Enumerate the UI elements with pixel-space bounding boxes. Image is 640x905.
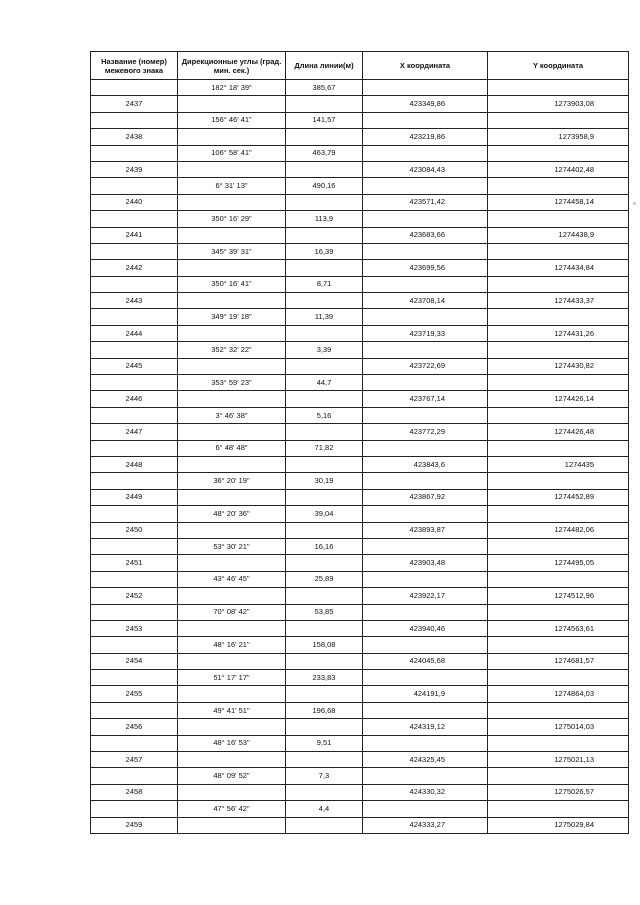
- x-coordinate-cell: 424319,12: [363, 719, 488, 735]
- x-coordinate-cell: [363, 309, 488, 325]
- direction-angle-cell: 48° 09' 52": [178, 768, 286, 784]
- mark-name-cell: [91, 768, 178, 784]
- mark-name-cell: 2455: [91, 686, 178, 702]
- x-coordinate-cell: [363, 178, 488, 194]
- line-length-cell: 385,67: [286, 80, 363, 96]
- y-coordinate-cell: [488, 375, 629, 391]
- direction-angle-cell: [178, 522, 286, 538]
- line-length-cell: [286, 293, 363, 309]
- y-coordinate-cell: [488, 506, 629, 522]
- mark-name-cell: [91, 145, 178, 161]
- direction-angle-cell: 48° 16' 21": [178, 637, 286, 653]
- mark-name-cell: [91, 309, 178, 325]
- line-length-cell: [286, 227, 363, 243]
- mark-name-cell: 2445: [91, 358, 178, 374]
- mark-name-cell: 2439: [91, 161, 178, 177]
- line-length-cell: [286, 391, 363, 407]
- mark-name-cell: 2451: [91, 555, 178, 571]
- line-length-cell: 113,9: [286, 211, 363, 227]
- direction-angle-cell: [178, 293, 286, 309]
- direction-angle-cell: [178, 194, 286, 210]
- direction-angle-cell: [178, 555, 286, 571]
- mark-name-cell: 2452: [91, 588, 178, 604]
- y-coordinate-cell: 1275014,03: [488, 719, 629, 735]
- table-row: [91, 96, 629, 112]
- table-row: [91, 211, 629, 227]
- direction-angle-cell: 70° 08' 42": [178, 604, 286, 620]
- x-coordinate-cell: 424191,9: [363, 686, 488, 702]
- table-row: [91, 293, 629, 309]
- direction-angle-cell: [178, 424, 286, 440]
- direction-angle-cell: 345° 39' 31": [178, 243, 286, 259]
- line-length-cell: 141,57: [286, 112, 363, 128]
- direction-angle-cell: [178, 686, 286, 702]
- line-length-cell: 53,85: [286, 604, 363, 620]
- y-coordinate-cell: [488, 112, 629, 128]
- y-coordinate-cell: [488, 768, 629, 784]
- x-coordinate-cell: [363, 145, 488, 161]
- mark-name-cell: [91, 407, 178, 423]
- y-coordinate-cell: 1274426,48: [488, 424, 629, 440]
- direction-angle-cell: 36° 20' 19": [178, 473, 286, 489]
- direction-angle-cell: [178, 325, 286, 341]
- direction-angle-cell: [178, 456, 286, 472]
- line-length-cell: 16,16: [286, 538, 363, 554]
- y-coordinate-cell: [488, 571, 629, 587]
- direction-angle-cell: [178, 161, 286, 177]
- line-length-cell: [286, 161, 363, 177]
- line-length-cell: [286, 424, 363, 440]
- mark-name-cell: [91, 670, 178, 686]
- line-length-cell: 25,89: [286, 571, 363, 587]
- x-coordinate-cell: 423722,69: [363, 358, 488, 374]
- line-length-cell: [286, 719, 363, 735]
- direction-angle-cell: [178, 358, 286, 374]
- line-length-cell: [286, 555, 363, 571]
- mark-name-cell: [91, 211, 178, 227]
- table-row: [91, 522, 629, 538]
- direction-angle-cell: 3° 46' 38": [178, 407, 286, 423]
- mark-name-cell: 2454: [91, 653, 178, 669]
- mark-name-cell: [91, 702, 178, 718]
- line-length-cell: [286, 522, 363, 538]
- x-coordinate-cell: 423940,46: [363, 620, 488, 636]
- mark-name-cell: [91, 375, 178, 391]
- direction-angle-cell: 51° 17' 17": [178, 670, 286, 686]
- x-coordinate-cell: [363, 112, 488, 128]
- mark-name-cell: [91, 801, 178, 817]
- y-coordinate-cell: [488, 178, 629, 194]
- y-coordinate-cell: 1274426,14: [488, 391, 629, 407]
- table-row: [91, 555, 629, 571]
- y-coordinate-cell: 1275026,57: [488, 784, 629, 800]
- x-coordinate-cell: [363, 342, 488, 358]
- line-length-cell: 39,04: [286, 506, 363, 522]
- direction-angle-cell: 353° 59' 23": [178, 375, 286, 391]
- mark-name-cell: [91, 473, 178, 489]
- x-coordinate-cell: [363, 670, 488, 686]
- direction-angle-cell: 49° 41' 51": [178, 702, 286, 718]
- x-coordinate-cell: 424045,68: [363, 653, 488, 669]
- line-length-cell: [286, 260, 363, 276]
- mark-name-cell: 2448: [91, 456, 178, 472]
- x-coordinate-cell: [363, 702, 488, 718]
- mark-name-cell: 2438: [91, 129, 178, 145]
- table-row: [91, 702, 629, 718]
- table-row: [91, 456, 629, 472]
- x-coordinate-cell: 424330,32: [363, 784, 488, 800]
- table-row: [91, 735, 629, 751]
- y-coordinate-cell: 1274563,61: [488, 620, 629, 636]
- mark-name-cell: 2446: [91, 391, 178, 407]
- x-coordinate-cell: 424325,45: [363, 752, 488, 768]
- x-coordinate-cell: [363, 243, 488, 259]
- y-coordinate-cell: 1275021,13: [488, 752, 629, 768]
- direction-angle-cell: 43° 46' 45": [178, 571, 286, 587]
- direction-angle-cell: [178, 227, 286, 243]
- mark-name-cell: 2441: [91, 227, 178, 243]
- mark-name-cell: [91, 538, 178, 554]
- table-row: [91, 506, 629, 522]
- direction-angle-cell: 48° 16' 53": [178, 735, 286, 751]
- x-coordinate-cell: [363, 211, 488, 227]
- line-length-cell: 5,16: [286, 407, 363, 423]
- table-row: [91, 407, 629, 423]
- y-coordinate-cell: 1274438,9: [488, 227, 629, 243]
- mark-name-cell: [91, 506, 178, 522]
- direction-angle-cell: 352° 32' 22": [178, 342, 286, 358]
- table-row: [91, 129, 629, 145]
- x-coordinate-cell: 424333,27: [363, 817, 488, 833]
- header-length: Длина линии(м): [286, 52, 363, 80]
- table-row: [91, 424, 629, 440]
- mark-name-cell: 2444: [91, 325, 178, 341]
- x-coordinate-cell: [363, 604, 488, 620]
- table-row: [91, 538, 629, 554]
- mark-name-cell: [91, 571, 178, 587]
- table-row: [91, 161, 629, 177]
- y-coordinate-cell: [488, 637, 629, 653]
- table-row: [91, 391, 629, 407]
- line-length-cell: [286, 96, 363, 112]
- line-length-cell: [286, 325, 363, 341]
- x-coordinate-cell: 423843,6: [363, 456, 488, 472]
- y-coordinate-cell: [488, 407, 629, 423]
- mark-name-cell: 2437: [91, 96, 178, 112]
- table-row: [91, 473, 629, 489]
- direction-angle-cell: [178, 489, 286, 505]
- y-coordinate-cell: 1274681,57: [488, 653, 629, 669]
- table-row: [91, 686, 629, 702]
- mark-name-cell: 2450: [91, 522, 178, 538]
- direction-angle-cell: [178, 129, 286, 145]
- mark-name-cell: [91, 342, 178, 358]
- line-length-cell: [286, 129, 363, 145]
- table-row: [91, 719, 629, 735]
- header-angle: Дирекционные углы (град. мин. сек.): [178, 52, 286, 80]
- y-coordinate-cell: [488, 538, 629, 554]
- boundary-points-table: [90, 51, 629, 834]
- line-length-cell: 11,39: [286, 309, 363, 325]
- x-coordinate-cell: [363, 276, 488, 292]
- line-length-cell: 158,08: [286, 637, 363, 653]
- scan-speck: [633, 202, 636, 205]
- x-coordinate-cell: [363, 80, 488, 96]
- line-length-cell: 233,83: [286, 670, 363, 686]
- line-length-cell: 490,16: [286, 178, 363, 194]
- y-coordinate-cell: 1274482,06: [488, 522, 629, 538]
- table-row: [91, 817, 629, 833]
- y-coordinate-cell: [488, 735, 629, 751]
- header-row: [91, 52, 629, 80]
- table-row: [91, 358, 629, 374]
- mark-name-cell: [91, 80, 178, 96]
- table-row: [91, 588, 629, 604]
- line-length-cell: 71,82: [286, 440, 363, 456]
- y-coordinate-cell: 1274495,05: [488, 555, 629, 571]
- mark-name-cell: 2447: [91, 424, 178, 440]
- x-coordinate-cell: [363, 506, 488, 522]
- y-coordinate-cell: 1274402,48: [488, 161, 629, 177]
- x-coordinate-cell: [363, 735, 488, 751]
- line-length-cell: 3,39: [286, 342, 363, 358]
- x-coordinate-cell: 423719,33: [363, 325, 488, 341]
- table-row: [91, 637, 629, 653]
- mark-name-cell: 2457: [91, 752, 178, 768]
- mark-name-cell: 2440: [91, 194, 178, 210]
- direction-angle-cell: 47° 56' 42": [178, 801, 286, 817]
- table-row: [91, 440, 629, 456]
- table-row: [91, 243, 629, 259]
- mark-name-cell: [91, 735, 178, 751]
- table-row: [91, 801, 629, 817]
- line-length-cell: [286, 620, 363, 636]
- line-length-cell: [286, 653, 363, 669]
- mark-name-cell: 2459: [91, 817, 178, 833]
- line-length-cell: 463,79: [286, 145, 363, 161]
- x-coordinate-cell: 423893,87: [363, 522, 488, 538]
- mark-name-cell: [91, 440, 178, 456]
- line-length-cell: [286, 784, 363, 800]
- y-coordinate-cell: 1274434,84: [488, 260, 629, 276]
- mark-name-cell: [91, 276, 178, 292]
- x-coordinate-cell: [363, 801, 488, 817]
- table-row: [91, 80, 629, 96]
- direction-angle-cell: 182° 18' 39": [178, 80, 286, 96]
- line-length-cell: 8,71: [286, 276, 363, 292]
- x-coordinate-cell: [363, 768, 488, 784]
- y-coordinate-cell: 1273903,08: [488, 96, 629, 112]
- x-coordinate-cell: 423084,43: [363, 161, 488, 177]
- line-length-cell: [286, 456, 363, 472]
- line-length-cell: [286, 817, 363, 833]
- x-coordinate-cell: 423349,86: [363, 96, 488, 112]
- y-coordinate-cell: [488, 243, 629, 259]
- direction-angle-cell: [178, 588, 286, 604]
- direction-angle-cell: 156° 46' 41": [178, 112, 286, 128]
- line-length-cell: 7,3: [286, 768, 363, 784]
- header-x: X координата: [363, 52, 488, 80]
- table-row: [91, 260, 629, 276]
- x-coordinate-cell: 423699,56: [363, 260, 488, 276]
- y-coordinate-cell: [488, 145, 629, 161]
- table-row: [91, 342, 629, 358]
- y-coordinate-cell: [488, 702, 629, 718]
- line-length-cell: [286, 686, 363, 702]
- y-coordinate-cell: 1274452,89: [488, 489, 629, 505]
- line-length-cell: 16,39: [286, 243, 363, 259]
- x-coordinate-cell: 423867,92: [363, 489, 488, 505]
- y-coordinate-cell: [488, 473, 629, 489]
- y-coordinate-cell: 1274864,03: [488, 686, 629, 702]
- line-length-cell: 44,7: [286, 375, 363, 391]
- header-name: Название (номер) межевого знака: [91, 52, 178, 80]
- mark-name-cell: 2456: [91, 719, 178, 735]
- direction-angle-cell: [178, 391, 286, 407]
- mark-name-cell: [91, 243, 178, 259]
- line-length-cell: 196,68: [286, 702, 363, 718]
- direction-angle-cell: [178, 784, 286, 800]
- table-row: [91, 227, 629, 243]
- y-coordinate-cell: 1274430,82: [488, 358, 629, 374]
- line-length-cell: [286, 588, 363, 604]
- x-coordinate-cell: [363, 538, 488, 554]
- line-length-cell: 9,51: [286, 735, 363, 751]
- line-length-cell: 30,19: [286, 473, 363, 489]
- table-row: [91, 620, 629, 636]
- x-coordinate-cell: [363, 473, 488, 489]
- table-row: [91, 112, 629, 128]
- table-row: [91, 276, 629, 292]
- direction-angle-cell: [178, 260, 286, 276]
- y-coordinate-cell: [488, 670, 629, 686]
- y-coordinate-cell: 1274431,26: [488, 325, 629, 341]
- y-coordinate-cell: [488, 309, 629, 325]
- x-coordinate-cell: 423683,66: [363, 227, 488, 243]
- direction-angle-cell: [178, 719, 286, 735]
- x-coordinate-cell: 423903,48: [363, 555, 488, 571]
- y-coordinate-cell: [488, 604, 629, 620]
- x-coordinate-cell: 423772,29: [363, 424, 488, 440]
- y-coordinate-cell: 1274435: [488, 456, 629, 472]
- direction-angle-cell: [178, 817, 286, 833]
- y-coordinate-cell: [488, 342, 629, 358]
- y-coordinate-cell: 1273958,9: [488, 129, 629, 145]
- mark-name-cell: [91, 637, 178, 653]
- x-coordinate-cell: [363, 440, 488, 456]
- direction-angle-cell: 48° 20' 36": [178, 506, 286, 522]
- mark-name-cell: 2443: [91, 293, 178, 309]
- y-coordinate-cell: 1274433,37: [488, 293, 629, 309]
- mark-name-cell: 2442: [91, 260, 178, 276]
- mark-name-cell: [91, 178, 178, 194]
- direction-angle-cell: [178, 653, 286, 669]
- table-row: [91, 178, 629, 194]
- line-length-cell: 4,4: [286, 801, 363, 817]
- y-coordinate-cell: 1274512,96: [488, 588, 629, 604]
- y-coordinate-cell: 1275029,84: [488, 817, 629, 833]
- x-coordinate-cell: [363, 407, 488, 423]
- direction-angle-cell: [178, 96, 286, 112]
- table-row: [91, 145, 629, 161]
- x-coordinate-cell: 423767,14: [363, 391, 488, 407]
- x-coordinate-cell: 423922,17: [363, 588, 488, 604]
- table-row: [91, 768, 629, 784]
- direction-angle-cell: 6° 48' 48": [178, 440, 286, 456]
- header-y: Y координата: [488, 52, 629, 80]
- direction-angle-cell: 350° 16' 41": [178, 276, 286, 292]
- mark-name-cell: [91, 112, 178, 128]
- direction-angle-cell: [178, 620, 286, 636]
- direction-angle-cell: 350° 16' 29": [178, 211, 286, 227]
- table-row: [91, 309, 629, 325]
- x-coordinate-cell: [363, 375, 488, 391]
- mark-name-cell: 2449: [91, 489, 178, 505]
- x-coordinate-cell: [363, 571, 488, 587]
- x-coordinate-cell: [363, 637, 488, 653]
- table-body: [91, 80, 629, 834]
- direction-angle-cell: [178, 752, 286, 768]
- table-row: [91, 752, 629, 768]
- table-row: [91, 489, 629, 505]
- mark-name-cell: 2453: [91, 620, 178, 636]
- table-row: [91, 604, 629, 620]
- mark-name-cell: 2458: [91, 784, 178, 800]
- direction-angle-cell: 349° 19' 18": [178, 309, 286, 325]
- y-coordinate-cell: [488, 801, 629, 817]
- line-length-cell: [286, 752, 363, 768]
- line-length-cell: [286, 194, 363, 210]
- y-coordinate-cell: 1274458,14: [488, 194, 629, 210]
- y-coordinate-cell: [488, 440, 629, 456]
- table-row: [91, 375, 629, 391]
- x-coordinate-cell: 423708,14: [363, 293, 488, 309]
- x-coordinate-cell: 423219,86: [363, 129, 488, 145]
- line-length-cell: [286, 358, 363, 374]
- table-row: [91, 670, 629, 686]
- mark-name-cell: [91, 604, 178, 620]
- direction-angle-cell: 106° 58' 41": [178, 145, 286, 161]
- line-length-cell: [286, 489, 363, 505]
- direction-angle-cell: 53° 30' 21": [178, 538, 286, 554]
- y-coordinate-cell: [488, 211, 629, 227]
- table-row: [91, 653, 629, 669]
- table-row: [91, 325, 629, 341]
- x-coordinate-cell: 423571,42: [363, 194, 488, 210]
- y-coordinate-cell: [488, 80, 629, 96]
- table-row: [91, 784, 629, 800]
- table-row: [91, 571, 629, 587]
- direction-angle-cell: 6° 31' 13": [178, 178, 286, 194]
- table-row: [91, 194, 629, 210]
- y-coordinate-cell: [488, 276, 629, 292]
